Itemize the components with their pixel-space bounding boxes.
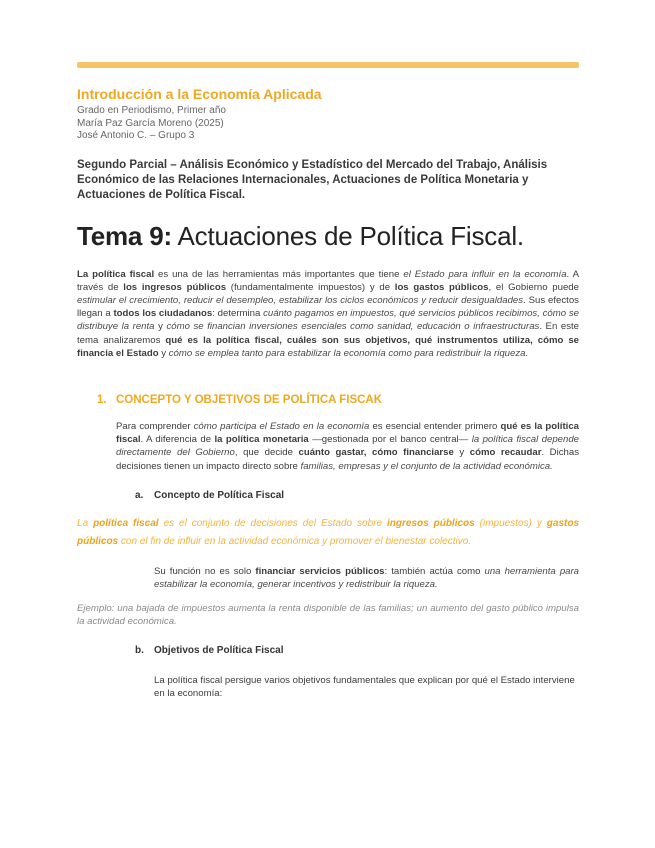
term-gastos: los gastos públicos [394, 281, 489, 293]
course-title: Introducción a la Economía Aplicada [77, 86, 322, 102]
text-bold: política fiscal [93, 517, 159, 529]
intro-paragraph [77, 268, 579, 360]
definition-quote [77, 515, 579, 551]
text-bold: gastos públicos [77, 517, 580, 547]
text-italic: estimular el crecimiento, reducir el desempleo, estabilizar los ciclos económicos y reducir desigualdades [77, 294, 524, 306]
text: . En este tema analizaremos [77, 321, 579, 346]
example-paragraph: Ejemplo: una bajada de impuestos aumenta la renta disponible de las familias; un aumento del gasto público impulsa la actividad económica. [77, 603, 579, 628]
text-bold: cuánto gastar, cómo financiarse [298, 447, 454, 459]
text-italic: familias, empresas y el conjunto de la actividad económica. [300, 460, 553, 472]
text: , el Gobierno puede [488, 281, 579, 293]
text-italic: el Estado para influir en la economía [403, 268, 567, 280]
subsection-title: Objetivos de Política Fiscal [154, 645, 284, 657]
text-italic: una herramienta para estabilizar la economía, generar incentivos y redistribuir la riqueza. [154, 565, 580, 590]
text: y [158, 347, 169, 359]
text-bold: la política monetaria [214, 434, 309, 446]
text: Su función no es solo [154, 565, 256, 577]
text: (impuestos) y [474, 517, 547, 529]
text-italic: cómo se emplea tanto para estabilizar la economía como para redistribuir la riqueza. [168, 347, 529, 359]
text: es el conjunto de decisiones del Estado sobre [158, 517, 387, 529]
accent-bar [77, 62, 579, 68]
text: (fundamentalmente impuestos) y de [226, 281, 395, 293]
title-text: Actuaciones de Política Fiscal. [171, 220, 524, 251]
text: : también actúa como [384, 565, 485, 577]
function-paragraph [154, 565, 579, 591]
subsection-letter: a. [135, 489, 144, 501]
text: es esencial entender primero [369, 420, 501, 432]
text: . Dichas decisiones tienen un impacto directo sobre [116, 447, 579, 472]
term-politica-fiscal: La política fiscal [77, 268, 155, 280]
text-bold: qué es la política fiscal [116, 420, 579, 446]
text: y [154, 321, 167, 333]
document-page [77, 62, 579, 701]
text: . A través de [77, 268, 579, 293]
text: y [453, 447, 470, 459]
degree-line: Grado en Periodismo, Primer año [77, 105, 226, 116]
exam-subtitle: Segundo Parcial – Análisis Económico y Estadístico del Mercado del Trabajo, Análisis Económico de las Relaciones Internacionales, Actuaciones de Política Monetaria y Actuaciones de Política Fiscal. [77, 158, 548, 201]
subsection-letter: b. [135, 645, 144, 657]
subsection-heading-b [135, 645, 579, 656]
text: La [77, 517, 94, 529]
title-number: Tema 9: [77, 220, 172, 251]
author-line: María Paz García Moreno (2025) [77, 117, 224, 129]
objectives-paragraph: La política fiscal persigue varios objetivos fundamentales que explican por qué el Estado interviene en la economía: [154, 675, 575, 700]
section-number: 1. [97, 393, 107, 406]
text-italic: la política fiscal depende directamente del Gobierno [116, 434, 580, 459]
text: es una de las herramientas más importantes que tiene [154, 268, 404, 280]
section-title: CONCEPTO Y OBJETIVOS DE POLÍTICA FISCAK [116, 393, 383, 406]
text-bold: cómo recaudar [469, 447, 542, 459]
text: . A diferencia de [140, 434, 215, 446]
text: , que decide [234, 447, 299, 459]
text-bold: qué es la política fiscal, cuáles son sus objetivos, qué instrumentos utiliza, cómo se financia el Estado [77, 334, 580, 359]
text-italic: cómo participa el Estado en la economía [193, 420, 370, 432]
subsection-title: Concepto de Política Fiscal [154, 489, 285, 501]
text: . Sus efectos llegan a [77, 294, 579, 320]
page-title [77, 221, 579, 252]
text: Para comprender [116, 420, 194, 432]
term-ciudadanos: todos los ciudadanos [113, 308, 213, 320]
term-ingresos: los ingresos públicos [123, 281, 227, 293]
section-paragraph [116, 420, 579, 473]
text: —gestionada por el banco central— [308, 434, 472, 446]
subsection-heading-a [135, 490, 579, 501]
section-heading [97, 394, 579, 406]
text-italic: cómo se financian inversiones esenciales como sanidad, educación o infraestructuras [166, 321, 540, 333]
text: : determina [212, 308, 264, 320]
group-line: José Antonio C. – Grupo 3 [77, 130, 195, 141]
text: con el fin de influir en la actividad económica y promover el bienestar colectivo. [118, 535, 472, 547]
text-bold: financiar servicios públicos [255, 565, 385, 577]
text-bold: ingresos públicos [387, 517, 475, 529]
text-italic: cuánto pagamos en impuestos, qué servicios públicos recibimos, cómo se distribuye la renta [77, 308, 579, 333]
